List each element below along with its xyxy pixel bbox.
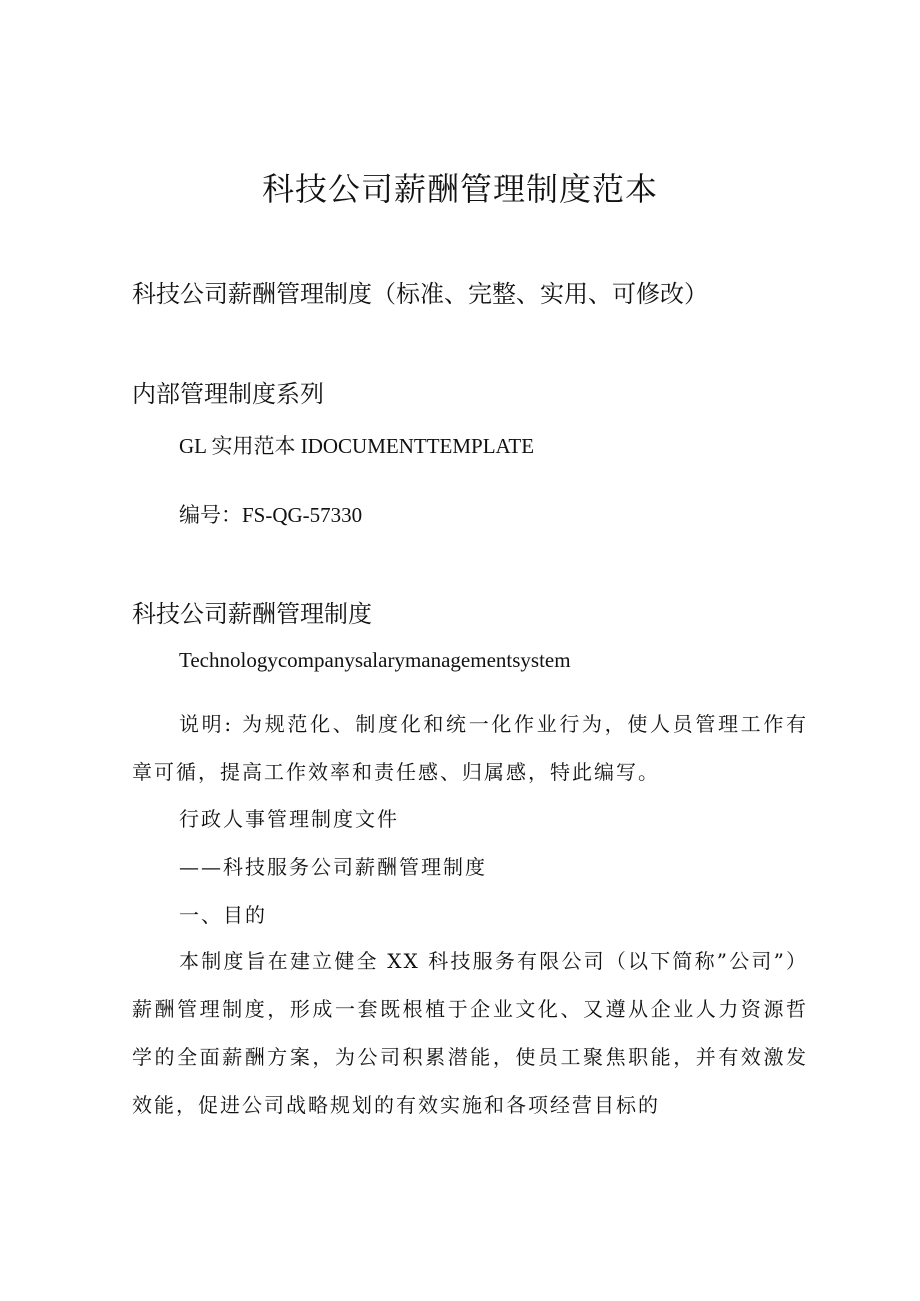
document-number: 编号：FS-QG-57330: [179, 503, 363, 527]
document-subtitle: 科技公司薪酬管理制度（标准、完整、实用、可修改）: [132, 280, 708, 308]
purpose-paragraph: 本制度旨在建立健全 XX 科技服务有限公司（以下简称”公司”）薪酬管理制度，形成一套既根植于企业文化、又遵从企业人力资源哲学的全面薪酬方案，为公司积累潜能，使员工聚焦职能，并有效激发效能，促进公司战略规划的有效实施和各项经营目标的: [132, 949, 808, 1117]
document-label: 行政人事管理制度文件: [179, 807, 399, 831]
section-one-heading: 一、目的: [179, 903, 267, 927]
document-subtitle-line: ——科技服务公司薪酬管理制度: [179, 855, 487, 879]
english-title: Technologycompanysalarymanagementsystem: [179, 648, 571, 672]
section-title: 科技公司薪酬管理制度: [132, 600, 372, 628]
description-paragraph: 说明: 为规范化、制度化和统一化作业行为，使人员管理工作有章可循，提高工作效率和责任感、归属感，特此编写。: [132, 712, 808, 784]
series-heading: 内部管理制度系列: [132, 380, 324, 408]
document-title: 科技公司薪酬管理制度范本: [261, 170, 658, 208]
template-line: GL 实用范本 IDOCUMENTTEMPLATE: [179, 434, 535, 458]
